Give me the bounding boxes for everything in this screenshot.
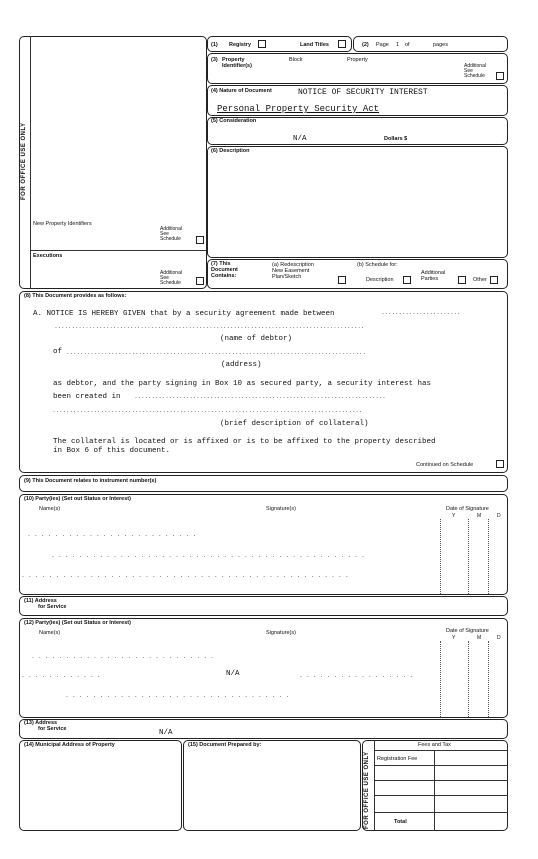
box-10-signatures-header: Signature(s) (266, 506, 296, 512)
address-caption: (address) (221, 361, 262, 369)
left-schedule-checkbox-2[interactable] (196, 277, 204, 285)
left-schedule-checkbox-1[interactable] (196, 236, 204, 244)
box-15-label: (15) Document Prepared by: (188, 742, 262, 748)
box-10-date-col-3 (488, 519, 489, 594)
land-titles-label: Land Titles (300, 42, 329, 48)
for-office-use-only-label: FOR OFFICE USE ONLY (21, 122, 27, 200)
box-10-d: D (497, 513, 501, 519)
box-13-label: (13) Address for Service (24, 720, 67, 732)
pages-label: pages (433, 42, 448, 48)
box-12-parties (19, 618, 508, 718)
box-12-date-col-3 (488, 641, 489, 717)
notice-line: A. NOTICE IS HEREBY GIVEN that by a security agreement made between (33, 310, 335, 318)
box-5-label: (5) Consideration (211, 118, 257, 124)
fees-col-divider (434, 750, 435, 831)
address-dots: ....................................................................................... (67, 349, 367, 356)
additional-parties-checkbox[interactable] (458, 276, 466, 284)
box-10-row-2: . . . . . . . . . . . . . . . . . . . . . . . . . . . . . . . . . . . . . . . . . . . . . . (52, 552, 366, 559)
box-10-row-3: . . . . . . . . . . . . . . . . . . . . . . . . . . . . . . . . . . . . . . . . . . . . . . . . (22, 572, 350, 579)
box-13-na-value: N/A (159, 729, 173, 737)
box-12-signatures-header: Signature(s) (266, 630, 296, 636)
box-12-na-value: N/A (226, 670, 240, 678)
box-1-number: (1) (211, 42, 218, 48)
created-line: been created in (53, 393, 121, 401)
debtor-line: as debtor, and the party signing in Box 10 as secured party, a security interest has (53, 380, 432, 388)
box-7-label: (7) This Document Contains: (211, 261, 238, 279)
box-10-date-col-2 (468, 519, 469, 594)
other-checkbox[interactable] (490, 276, 498, 284)
consideration-value: N/A (293, 135, 307, 143)
box-12-date-col-1 (440, 641, 441, 717)
registry-label: Registry (229, 42, 252, 48)
collateral-line-1: The collateral is located or is affixed or is to be affixed to the property described (53, 438, 436, 446)
fees-and-tax-box (362, 740, 508, 831)
fees-for-office-use-only: FOR OFFICE USE ONLY (364, 751, 370, 829)
collateral-line-2: in Box 6 of this document. (53, 447, 171, 455)
dollars-label: Dollars $ (384, 136, 408, 142)
box-10-date-header: Date of Signature (446, 506, 489, 512)
additional-see-schedule-1: Additional See Schedule (160, 226, 182, 242)
box-12-row-3: . . . . . . . . . . . . . . . . . . . . . . . . . . . . . . . . . (66, 692, 290, 699)
box-3-number: (3) (211, 57, 218, 63)
box-11-label: (11) Address for Service (24, 598, 67, 610)
box-12-names-header: Name(s) (39, 630, 61, 636)
box-12-row-2b: . . . . . . . . . . . . . . . . . (300, 672, 414, 679)
box-10-parties (19, 494, 508, 595)
redescription-checkbox[interactable] (338, 276, 346, 284)
box-6-description (207, 146, 508, 258)
box-12-y: Y (452, 635, 456, 641)
box-11-address-for-service (19, 596, 508, 616)
box-12-m: M (477, 635, 482, 641)
continued-on-schedule-checkbox[interactable] (496, 460, 504, 468)
box-3-additional-see-schedule: Additional See Schedule (464, 63, 486, 79)
box-12-date-header: Date of Signature (446, 628, 489, 634)
fees-row-3 (374, 780, 508, 781)
additional-see-schedule-2: Additional See Schedule (160, 270, 182, 286)
fees-row-4 (374, 795, 508, 796)
box-6-label: (6) Description (211, 148, 250, 154)
box-8-label: (8) This Document provides as follows: (24, 293, 127, 299)
name-of-debtor-caption: (name of debtor) (220, 335, 293, 343)
created-dots-1: ......................................................................... (135, 393, 387, 400)
box-10-m: M (477, 513, 482, 519)
box-15-prepared-by (183, 740, 361, 831)
continued-on-schedule-label: Continued on Schedule (416, 462, 474, 468)
box-12-row-1: . . . . . . . . . . . . . . . . . . . . . . . . . . . (32, 653, 215, 660)
created-dots-2: .......................................................................................... (53, 407, 364, 414)
box-10-y: Y (452, 513, 456, 519)
fees-title: Fees and Tax (418, 742, 451, 748)
box-14-label: (14) Municipal Address of Property (24, 742, 115, 748)
description-label: Description (366, 277, 394, 283)
box-14-municipal-address (19, 740, 182, 831)
fees-row-5 (374, 812, 508, 813)
box-4-label: (4) Nature of Document (211, 88, 272, 94)
description-checkbox[interactable] (403, 276, 411, 284)
box-7b-label: (b) Schedule for: (357, 262, 398, 268)
box-12-d: D (497, 635, 501, 641)
box-2-number: (2) (362, 42, 369, 48)
box-10-names-header: Name(s) (39, 506, 61, 512)
land-titles-checkbox[interactable] (338, 40, 346, 48)
of-label: of (53, 348, 63, 356)
other-label: Other (473, 277, 487, 283)
page-label: Page (376, 42, 389, 48)
block-label: Block (289, 57, 303, 63)
box-10-label: (10) Party(ies) (Set out Status or Interest) (24, 496, 131, 502)
nature-of-document-value: NOTICE OF SECURITY INTEREST (298, 88, 428, 97)
office-use-strip (19, 36, 207, 289)
box-7a-label: (a) Redescription New Easement Plan/Sketch (272, 262, 314, 280)
box-10-date-col-1 (440, 519, 441, 594)
of-label: of (405, 42, 410, 48)
executions-divider (30, 250, 206, 251)
property-label: Property (347, 57, 368, 63)
debtor-dots-2: .......................................................................................... (55, 323, 366, 330)
executions-label: Executions (33, 253, 63, 259)
fees-row-1 (374, 750, 508, 751)
box-13-address-for-service (19, 719, 508, 739)
debtor-dots-1: ....................... (382, 309, 462, 316)
office-strip-divider (30, 36, 31, 289)
page-number: 1 (396, 42, 400, 48)
registry-checkbox[interactable] (258, 40, 266, 48)
total-label: Total (394, 819, 407, 825)
additional-parties-label: Additional Parties (421, 270, 446, 282)
box-12-date-col-2 (468, 641, 469, 717)
box-12-label: (12) Party(ies) (Set out Status or Interest) (24, 620, 131, 626)
box-10-row-1: . . . . . . . . . . . . . . . . . . . . . . . . . (28, 531, 197, 538)
box-9-label: (9) This Document relates to instrument number(s) (24, 478, 157, 484)
box-12-row-2: . . . . . . . . . . . . (22, 672, 102, 679)
new-property-identifiers-label: New Property Identifiers (33, 221, 92, 227)
box-3-schedule-checkbox[interactable] (496, 72, 504, 80)
registration-fee-label: Registration Fee (377, 756, 418, 762)
nature-of-document-act: Personal Property Security Act (217, 104, 380, 114)
brief-description-caption: (brief description of collateral) (220, 420, 369, 428)
property-identifiers-label: Property Identifier(s) (222, 57, 252, 69)
fees-office-divider (374, 740, 375, 831)
fees-row-2 (374, 765, 508, 766)
